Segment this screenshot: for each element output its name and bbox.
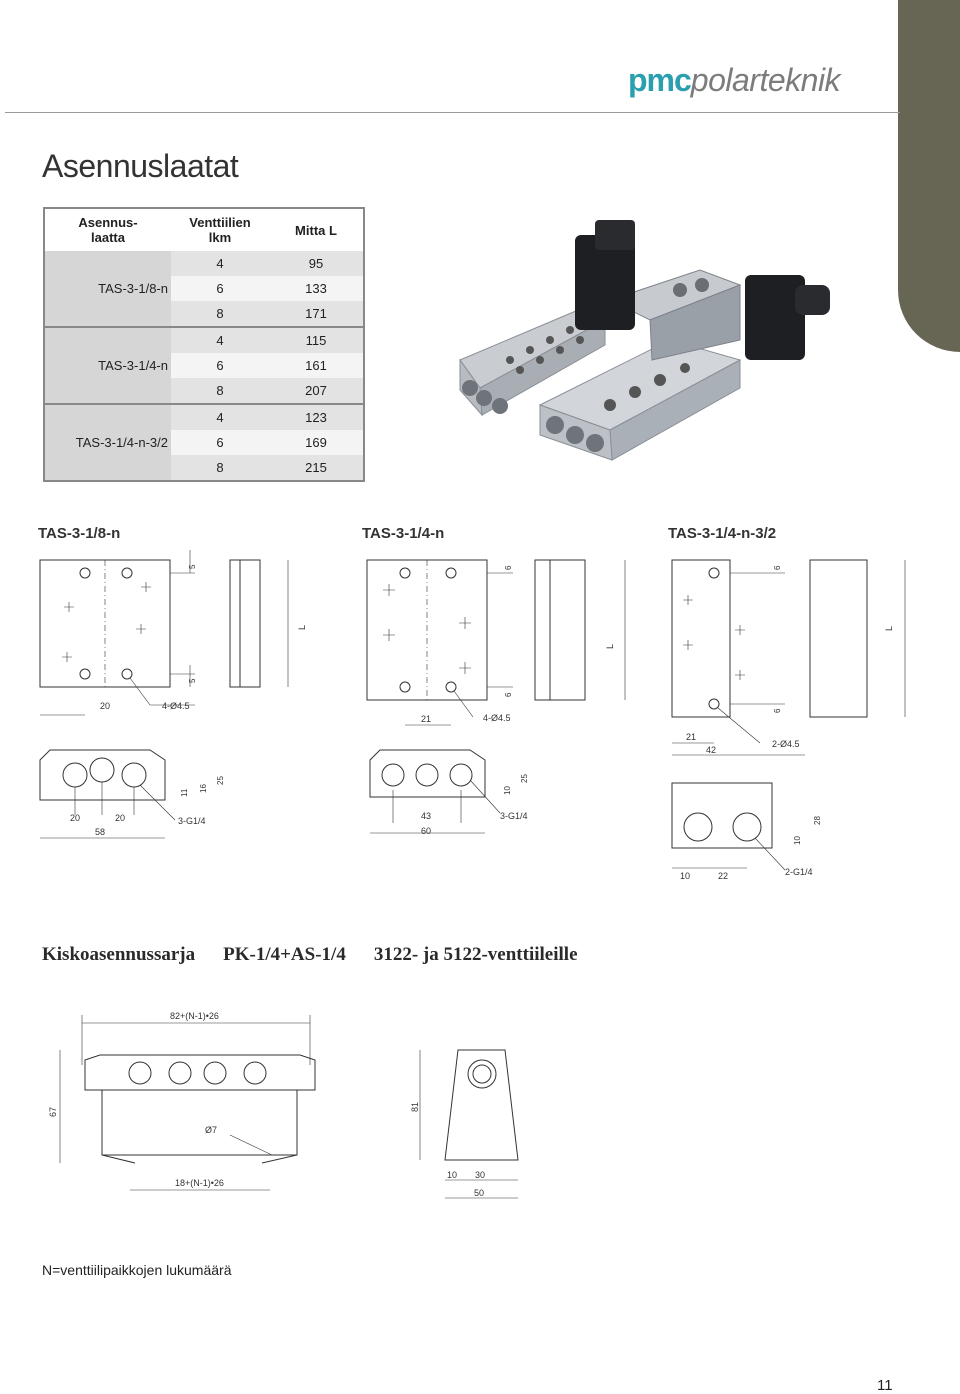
valve-count-cell: 8: [171, 455, 269, 481]
length-cell: 207: [269, 378, 364, 404]
dim-20: 20: [100, 701, 111, 711]
plate-name-cell: [44, 251, 171, 276]
table-row: [44, 276, 364, 301]
plate-name-cell: [44, 404, 171, 430]
plate-name-cell: [44, 455, 171, 481]
dim-6-top-3: 6: [773, 565, 782, 570]
dim-21-3: 21: [686, 732, 697, 742]
rail-top-dim: 82+(N-1)•26: [170, 1011, 219, 1021]
dim-L: L: [297, 624, 307, 630]
rail-kit-heading: [42, 944, 606, 966]
dim-20b: 20: [115, 813, 126, 823]
dim-5-bottom: 5: [188, 678, 197, 683]
dim-42: 42: [706, 745, 717, 755]
col-header-length: Mitta L: [269, 208, 364, 251]
table-row: [44, 327, 364, 353]
length-cell: 133: [269, 276, 364, 301]
length-cell: 95: [269, 251, 364, 276]
rail-kit-valves: 3122- ja 5122-venttiileille: [373, 944, 578, 965]
product-photo: [440, 210, 840, 478]
bracket-height: 81: [410, 1101, 420, 1112]
length-cell: 161: [269, 353, 364, 378]
bracket-dim-50: 50: [474, 1188, 485, 1198]
valve-count-cell: 4: [171, 251, 269, 276]
dim-11: 11: [180, 788, 189, 797]
dim-58: 58: [95, 827, 106, 837]
col-header-count: Venttiilien lkm: [171, 208, 269, 251]
dim-10: 10: [503, 786, 512, 795]
length-cell: 171: [269, 301, 364, 327]
hole-spec-2: 4-Ø4.5: [483, 713, 511, 723]
dim-6-bottom-3: 6: [773, 708, 782, 713]
plate-name-cell: [44, 327, 171, 353]
dim-6-top: 6: [504, 565, 513, 570]
plate-name-cell: TAS-3-1/8-n: [44, 276, 171, 301]
table-row: [44, 353, 364, 378]
valve-count-cell: 4: [171, 327, 269, 353]
dim-28: 28: [813, 816, 822, 825]
valve-count-cell: 6: [171, 430, 269, 455]
drawing-title-2: TAS-3-1/4-n: [362, 525, 445, 542]
thread-spec: 3-G1/4: [178, 816, 206, 826]
page-corner-tab: [898, 0, 960, 352]
dim-20a: 20: [70, 813, 81, 823]
dim-5-top: 5: [188, 564, 197, 569]
thread-spec-3: 2-G1/4: [785, 867, 813, 877]
drawing-tas-18: [30, 545, 330, 855]
table-row: [44, 430, 364, 455]
hole-spec-3: 2-Ø4.5: [772, 739, 800, 749]
dim-43: 43: [421, 811, 432, 821]
plate-name-cell: TAS-3-1/4-n-3/2: [44, 430, 171, 455]
dim-22: 22: [718, 871, 729, 881]
rail-hole-dim: Ø7: [205, 1125, 218, 1135]
page-number: 11: [877, 1377, 893, 1394]
col-header-plate: Asennus- laatta: [44, 208, 171, 251]
table-row: [44, 378, 364, 404]
valve-count-cell: 8: [171, 301, 269, 327]
footnote: N=venttiilipaikkojen lukumäärä: [42, 1262, 232, 1278]
table-row: [44, 301, 364, 327]
drawing-title-3: TAS-3-1/4-n-3/2: [668, 525, 777, 542]
length-cell: 169: [269, 430, 364, 455]
thread-spec-2: 3-G1/4: [500, 811, 528, 821]
brand-logo: pmcpolarteknik: [628, 62, 841, 98]
hole-spec: 4-Ø4.5: [162, 701, 190, 711]
drawing-tas-14: [355, 545, 655, 855]
dim-10-h: 10: [793, 836, 802, 845]
dim-L-2: L: [605, 643, 615, 649]
valve-count-cell: 4: [171, 404, 269, 430]
rail-kit-title: Kiskoasennussarja: [42, 944, 196, 965]
rail-bottom-dim: 18+(N-1)•26: [175, 1178, 224, 1188]
length-cell: 123: [269, 404, 364, 430]
page-title: Asennuslaatat: [42, 148, 239, 184]
bracket-dim-10: 10: [447, 1170, 458, 1180]
dim-25-2: 25: [520, 774, 529, 783]
drawing-bracket: [400, 1040, 530, 1210]
bracket-dim-30: 30: [475, 1170, 486, 1180]
dim-60: 60: [421, 826, 432, 836]
valve-count-cell: 8: [171, 378, 269, 404]
rail-kit-code: PK-1/4+AS-1/4: [223, 944, 346, 965]
table-row: [44, 455, 364, 481]
plate-name-cell: [44, 301, 171, 327]
header-rule: [5, 112, 900, 113]
table-header-row: [44, 208, 364, 251]
dim-16: 16: [199, 784, 208, 793]
drawing-title-1: TAS-3-1/8-n: [38, 525, 121, 542]
valve-count-cell: 6: [171, 353, 269, 378]
valve-count-cell: 6: [171, 276, 269, 301]
dim-6-bottom: 6: [504, 692, 513, 697]
spec-table: [43, 207, 365, 482]
drawing-tas-14-32: [660, 545, 950, 890]
dim-25: 25: [216, 776, 225, 785]
dim-10-3: 10: [680, 871, 691, 881]
table-row: [44, 251, 364, 276]
plate-name-cell: [44, 378, 171, 404]
drawing-rail: [40, 1005, 370, 1200]
table-row: [44, 404, 364, 430]
dim-L-3: L: [884, 625, 894, 631]
rail-height-dim: 67: [48, 1106, 58, 1117]
length-cell: 115: [269, 327, 364, 353]
length-cell: 215: [269, 455, 364, 481]
dim-21: 21: [421, 714, 432, 724]
plate-name-cell: TAS-3-1/4-n: [44, 353, 171, 378]
